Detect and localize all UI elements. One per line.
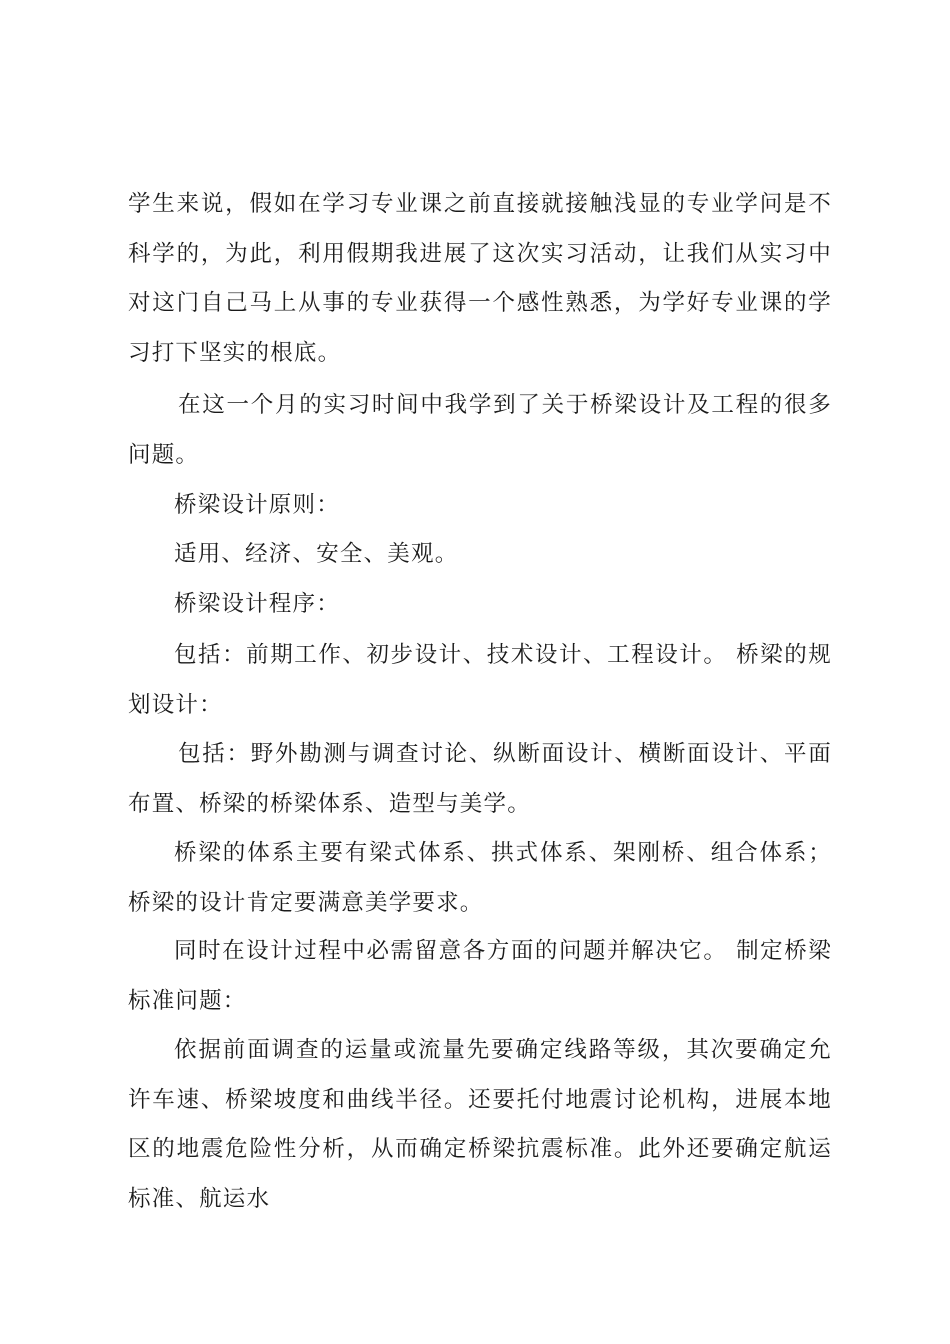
paragraph-5: 桥梁设计程序：: [174, 591, 340, 617]
paragraph-10: 依据前面调查的运量或流量先要确定线路等级，其次要确定允许车速、桥梁坡度和曲线半径。还要托付地震讨论机构，进展本地区的地震危险性分析，从而确定桥梁抗震标准。此外还要确定航运标准、航运水: [128, 1037, 832, 1212]
paragraph-3: 桥梁设计原则：: [174, 492, 340, 518]
paragraph-1: 学生来说，假如在学习专业课之前直接就接触浅显的专业学问是不科学的，为此，利用假期我进展了这次实习活动，让我们从实习中对这门自己马上从事的专业获得一个感性熟悉，为学好专业课的学习打下坚实的根底。: [128, 191, 832, 366]
paragraph-7: 包括：野外勘测与调查讨论、纵断面设计、横断面设计、平面布置、桥梁的桥梁体系、造型与美学。: [128, 741, 832, 817]
paragraph-4: 适用、经济、安全、美观。: [174, 541, 459, 567]
paragraph-8: 桥梁的体系主要有梁式体系、拱式体系、架刚桥、组合体系；桥梁的设计肯定要满意美学要求。: [128, 840, 832, 916]
paragraph-6: 包括：前期工作、初步设计、技术设计、工程设计。 桥梁的规划设计：: [128, 642, 832, 718]
paragraph-2: 在这一个月的实习时间中我学到了关于桥梁设计及工程的很多问题。: [128, 392, 832, 468]
paragraph-9: 同时在设计过程中必需留意各方面的问题并解决它。 制定桥梁标准问题：: [128, 938, 832, 1014]
